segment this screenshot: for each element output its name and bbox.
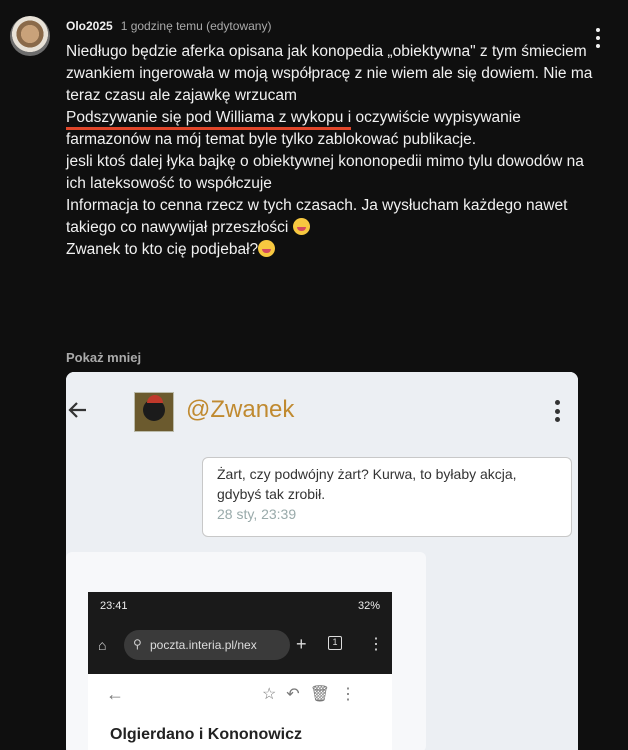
home-icon: ⌂ [98,637,107,653]
contact-avatar [134,392,174,432]
mail-back-icon: ← [106,684,124,704]
grinning-emoji-icon [258,240,275,257]
phone-screenshot [88,592,392,750]
author-name[interactable]: Olo2025 [66,19,113,33]
battery-level: 32% [357,600,380,612]
browser-bar [88,592,392,674]
message-text: Żart, czy podwójny żart? Kurwa, to byłaby akcja, gdybyś tak zrobił. [217,466,517,502]
contact-name: @Zwanek [186,396,295,423]
laughing-emoji-icon [293,218,310,235]
user-avatar[interactable] [10,16,50,56]
comment-paragraph-5: Zwanek to kto cię podjebał? [66,239,596,261]
browser-menu-icon: ⋮ [368,636,384,653]
message-bubble [202,457,572,537]
status-time: 23:41 [100,600,128,612]
comment-timestamp[interactable]: 1 godzinę temu (edytowany) [120,19,272,33]
comment-paragraph-2: Podszywanie się pod Williama z wykopu i oczywiście wypisywanie farmazonów na mój temat byle tylko zablokować publikacje. [66,109,521,148]
comment-body [66,41,596,261]
chat-menu-icon [554,400,560,422]
new-tab-icon: + [296,634,307,654]
back-arrow-icon [66,398,90,422]
tabs-count-icon: 1 [328,636,342,650]
comment-paragraph-3: jesli ktoś dalej łyka bajkę o obiektywnej kononopedii mimo tylu dowodów na ich lateksowość to współczuje [66,153,584,192]
comment-paragraph-1: Niedługo będzie aferka opisana jak konopedia „obiektywna" z tym śmieciem zwankiem ingerowała w moją współpracę z nie wiem ale się dowiem. Nie ma teraz czasu ale zajawkę wrzucam [66,43,593,104]
show-less-link[interactable]: Pokaż mniej [66,350,142,365]
message-time: 28 sty, 23:39 [217,506,297,522]
comment-paragraph-4: Informacja to cenna rzecz w tych czasach. Ja wysłucham każdego nawet takiego co nawywijał przeszłości [66,197,568,236]
mail-subject: Olgierdano i Kononowicz [110,726,302,743]
underlined-phrase: Podszywanie się pod Williama z wykopu i [66,109,351,130]
phone-screenshot-card [66,552,426,750]
chat-header [66,372,578,450]
mail-toolbar [88,674,392,716]
mail-actions-icon: ☆↶🗑⋮ [261,686,366,703]
url-field: ⚲ poczta.interia.pl/nex [124,630,290,660]
comment-header [66,19,271,33]
attached-screenshot[interactable] [66,372,578,750]
